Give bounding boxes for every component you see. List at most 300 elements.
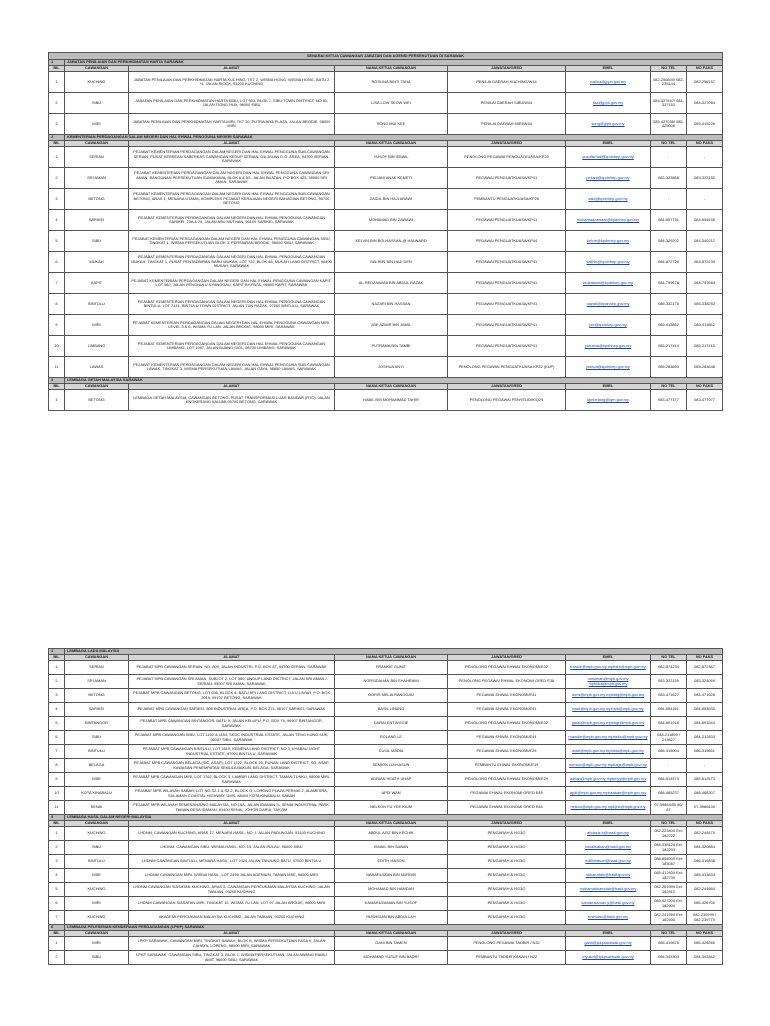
- row-number: 2: [49, 93, 65, 114]
- position-grade: PEGAWAI PENGUATKUASA/KP41: [448, 315, 566, 336]
- branch-name: SARIKEI: [65, 703, 129, 717]
- head-name: JOE AZMIR BIN JAMIL: [335, 315, 448, 336]
- table-row: [49, 210, 723, 231]
- table-row: [49, 869, 723, 883]
- branch-address: PEJABAT KEMENTERIAN PERDAGANGAN DALAM NEGERI DAN HAL EHWAL PENGGUNA CAWANGAN LIMBANG, LOT 1987, JALAN BUANG SIOL, 98700 LIMBANG, SARAWAK: [129, 336, 335, 357]
- phone-number: 083-322159: [651, 675, 687, 689]
- row-number: 8: [49, 759, 65, 773]
- email-link[interactable]: yusofismail@kpdnhep.gov.my: [566, 147, 651, 168]
- table-row: [49, 315, 723, 336]
- head-name: SEMION LIAH ASUN: [335, 759, 448, 773]
- branch-address: PEJABAT KEMENTERIAN PERDAGANGAN DALAM NEGERI DAN HAL EHWAL PENGGUNA SUB-CAWANGAN SERIAN, PUSAT KEBREAN SABERKAS CAWANGAN KEDUP SERIAN, 0/A JALAN D.O. AREA, 94700 SERIAN, SARAWAK: [129, 147, 335, 168]
- table-row: [49, 661, 723, 675]
- phone-number: -: [651, 147, 687, 168]
- table-row: [49, 787, 723, 801]
- position-grade: PEGAWAI EHWAL EKONOMI/E29: [448, 745, 566, 759]
- branch-name: MIRI: [65, 869, 129, 883]
- fax-number: 082-244660: [687, 883, 723, 897]
- branch-name: SERIAN: [65, 661, 129, 675]
- branch-name: MUKAH: [65, 252, 129, 273]
- head-name: HABIL BIN MOHAMMAD TAHIR: [335, 390, 448, 411]
- row-number: 10: [49, 336, 65, 357]
- email-link[interactable]: mohamadhamdah@hasil.gov.my: [566, 883, 651, 897]
- column-header-cawangan: CAWANGAN: [65, 141, 129, 147]
- email-link[interactable]: norsiman@mpb.gov.my mpbbka@mpb.gov.my: [566, 675, 651, 689]
- branch-name: KUCHING: [65, 911, 129, 925]
- branch-name: BINTULU: [65, 745, 129, 759]
- head-name: SALIHIN BIN HAJI DEN: [335, 252, 448, 273]
- branch-name: LIMBANG: [65, 336, 129, 357]
- email-link[interactable]: nazari@kpdnhep.gov.my: [566, 294, 651, 315]
- email-link[interactable]: putrama@kpdnhep.gov.my: [566, 336, 651, 357]
- head-name: LISA LOW SEOW WEI: [335, 93, 448, 114]
- email-link[interactable]: semion@mpb.gov.my mpbage@mpb.gov.my: [566, 759, 651, 773]
- branch-address: AKADEMI PERCUKAIAN MALAYSIA KUCHING, JALAN TABUAN, 93200 KUCHING: [129, 911, 335, 925]
- email-link[interactable]: song@jpph.gov.my: [566, 114, 651, 135]
- head-name: NELSON FU YEE KIUM: [335, 801, 448, 815]
- position-grade: PENOLONG PEGAWAI EHWAL EKONOMI/E32: [448, 661, 566, 675]
- position-grade: PEGAWAI PENGUATKUASA/KP41: [448, 210, 566, 231]
- row-number: 10: [49, 787, 65, 801]
- section-name: LEMBAGA HASIL DALAM NEGERI MALAYSIA: [65, 815, 723, 821]
- email-link[interactable]: lisa@jpph.gov.my: [566, 93, 651, 114]
- branch-address: JABATAN PENILAIAN DAN PERKHIDMATAN HARTA MIRI, TKT 10, PUTRAJAYA PLAZA, JALAN BRODIE, 98000 MIRI: [129, 114, 335, 135]
- table-row: [49, 675, 723, 689]
- row-number: 3: [49, 689, 65, 703]
- table-row: [49, 883, 723, 897]
- position-grade: PENOLONG PEGAWAI TADBIR / N32: [448, 937, 566, 951]
- email-link[interactable]: salihin@kpdnhep.gov.my: [566, 252, 651, 273]
- fax-number: 082-256157: [687, 72, 723, 93]
- column-header-emel: EMEL: [566, 66, 651, 72]
- branch-name: SIBU: [65, 93, 129, 114]
- email-link[interactable]: roslina@jpph.gov.my: [566, 72, 651, 93]
- branch-address: LHDNM CAWANGAN SIASATAN MIRI, TINGKAT 12, WISMA YU LAN, LOT 97 JALAN BRODIE, 98000 MIRI: [129, 897, 335, 911]
- phone-number: 084-691918: [651, 717, 687, 731]
- branch-name: MIRI: [65, 937, 129, 951]
- branch-name: LAWAS: [65, 357, 129, 378]
- fax-number: 084-872239: [687, 252, 723, 273]
- phone-number: 084-211859 / 213827: [651, 731, 687, 745]
- position-grade: PENGARAH & HG3/2: [448, 897, 566, 911]
- position-grade: PEGAWAI EHWAL EKONOMI GRED E48: [448, 787, 566, 801]
- fax-number: 084-654455: [687, 210, 723, 231]
- fax-number: 084-327064: [687, 93, 723, 114]
- position-grade: PEGAWAI PENGUATKUASA/KP41: [448, 252, 566, 273]
- branch-address: PEJABAT MPB CAWANGAN BETONG, LOT 635, BLOCK 4, BATU API LAND DISTRICT, LULU LAYAR, P.O. BOX 2019, 95707 BETONG, SARAWAK: [129, 689, 335, 703]
- document-title: SENARAI KETUA CAWANGAN JABATAN DAN AGENSI PERSEKUTUAN DI SARAWAK: [49, 53, 723, 60]
- row-number: 7: [49, 745, 65, 759]
- table-row: [49, 231, 723, 252]
- table-row: [49, 911, 723, 925]
- email-link[interactable]: ganit@lpkpsarawak.gov.my: [566, 937, 651, 951]
- row-number: 3: [49, 114, 65, 135]
- email-link[interactable]: kamaruzaman.y@hasil.gov.my: [566, 897, 651, 911]
- phone-number: 085-413862: [651, 315, 687, 336]
- column-header-bil: BIL: [49, 821, 65, 827]
- branch-address: PEJABAT MPB WILAYAH SABAH, LOT NO.S2-1 & S2-2, BLOCK G, LORONG PLAZA PERMAI 2, ALAMESRA, SULAMAN COASTAL HIGHWAY, UMS, 88400 KOTA KINABALU, SABAH: [129, 787, 335, 801]
- row-number: 1: [49, 661, 65, 675]
- row-number: 1: [49, 72, 65, 93]
- fax-number: 085-612573: [687, 773, 723, 787]
- phone-number: -: [651, 759, 687, 773]
- head-name: DORIS MELIA RANGGAU: [335, 689, 448, 703]
- row-number: 9: [49, 315, 65, 336]
- column-header-tel: NO TEL: [651, 821, 687, 827]
- email-link[interactable]: peliani@kpdnhep.gov.my: [566, 168, 651, 189]
- branch-address: PEJABAT KEMENTERIAN PERDAGANGAN DALAM NEGERI DAN HAL EHWAL PENGGUNA CAWANGAN MIRI, LEVEL 5 & 6, WISMA YU LAN, JALAN BRODIE, 98000 MIRI, SARAWAK: [129, 315, 335, 336]
- table-row: [49, 273, 723, 294]
- fax-number: 083-477077: [687, 390, 723, 411]
- row-number: 6: [49, 252, 65, 273]
- phone-number: 084-343303: [651, 951, 687, 965]
- phone-number: 084-799678: [651, 273, 687, 294]
- phone-number: 084-657751: [651, 210, 687, 231]
- email-link[interactable]: rolandle@mpb.gov.my mpbsibu@mpb.gov.my: [566, 731, 651, 745]
- branch-name: BETONG: [65, 689, 129, 703]
- table-row: [49, 731, 723, 745]
- branch-address: PEJABAT KEMENTERIAN PERDAGANGAN DALAM NEGERI DAN HAL EHWAL PENGGUNA SUB-CAWANGAN BETONG, ARAS 1, MENARA UTAMA, KOMPLEKS PEJABAT KERAJAAN NEGERI BAHAGIAN BETONG, 95700 BETONG: [129, 189, 335, 210]
- head-name: AL-REDZAWANI BIN ABDUL RAZAK: [335, 273, 448, 294]
- row-number: 8: [49, 294, 65, 315]
- branch-address: PEJABAT MPB CAWANGAN SRI AMAN, SUBLOT 2, LOT 580, UNDUP LAND DISTRICT, JALAN SRI AMAN / SERIAN, 95007 SRI AMAN, SARAWAK: [129, 675, 335, 689]
- email-link[interactable]: mohamadzawawi@kpdnhep.gov.my: [566, 210, 651, 231]
- position-grade: PEGAWAI EHWAL EKONOMI/E44: [448, 731, 566, 745]
- fax-number: 085-283648: [687, 357, 723, 378]
- branch-address: PEJABAT MPB WILAYAH SEMENANJUNG MALAYSIA, NO.16A, JALAN IDAMAN ¾, SENAI INDUSTRIAL PARK, TAMAN DESA IDAMAN, 81400 SENAI, JOHOR DARUL TAKZIM: [129, 801, 335, 815]
- fax-number: 083-471628: [687, 689, 723, 703]
- fax-number: 082-872387: [687, 661, 723, 675]
- row-number: 4: [49, 210, 65, 231]
- position-grade: PEGAWAI PENGUATKUASA/KP41: [448, 273, 566, 294]
- head-name: ABDUL AZIZ BIN KECHIK: [335, 827, 448, 841]
- column-header-nama: NAMA KETUA CAWANGAN: [335, 931, 448, 937]
- table-row: [49, 114, 723, 135]
- head-name: NAHARUDDIN BIN NURDIN: [335, 869, 448, 883]
- position-grade: PEMBANTU TADBIR KANAN / N22: [448, 951, 566, 965]
- head-name: MOHAMAD YUSUF BIN BADRI: [335, 951, 448, 965]
- head-name: ZAIDIL BIN HAJI ARAWI: [335, 189, 448, 210]
- column-header-emel: EMEL: [566, 655, 651, 661]
- section-name: JABATAN PENILAIAN DAN PERKHIDMATAN HARTA SARAWAK: [65, 60, 723, 66]
- fax-number: 085-413834: [687, 869, 723, 883]
- column-header-emel: EMEL: [566, 931, 651, 937]
- email-link[interactable]: joe@kpdnhep.gov.my: [566, 315, 651, 336]
- fax-number: 084-342842: [687, 951, 723, 965]
- fax-number: 084-797664: [687, 273, 723, 294]
- branch-address: JABATAN PENILAIAN DAN PERKHIDMATAN HARTA SIBU, LOT 903, BLOK 7, SIBU TOWN DISTRICT, NO.60, JALAN TIONG HUA, 96000 SIBU: [129, 93, 335, 114]
- row-number: 1: [49, 390, 65, 411]
- branch-name: BETONG: [65, 189, 129, 210]
- email-link[interactable]: nelson@mpb.gov.my mpbjhb@mpb.gov.my: [566, 801, 651, 815]
- fax-number: 084-340212: [687, 231, 723, 252]
- fax-number: 084-320884: [687, 841, 723, 855]
- fax-number: 085-415226: [687, 114, 723, 135]
- branch-name: BELAGA: [65, 759, 129, 773]
- fax-number: 085-217415: [687, 336, 723, 357]
- column-header-emel: EMEL: [566, 384, 651, 390]
- column-header-alamat: ALAMAT: [129, 655, 335, 661]
- table-row: [49, 189, 723, 210]
- row-number: 3: [49, 189, 65, 210]
- row-number: 3: [49, 855, 65, 869]
- phone-number: 083-477177: [651, 390, 687, 411]
- phone-number: 083-322866: [651, 168, 687, 189]
- table-row: [49, 93, 723, 114]
- email-link[interactable]: apdi@mpb.gov.my mpbsabah@mpb.gov.my: [566, 787, 651, 801]
- table-row: [49, 252, 723, 273]
- phone-number: 082-241999 Ext: 182500: [651, 911, 687, 925]
- position-grade: PEGAWAI EHWAL EKONOMI/E41: [448, 703, 566, 717]
- branch-address: LHDNM CAWANGAN MIRI, WISMA HASIL, LOT 2496 JALAN ADENIUM, TAMAN MSE, 98000 MIRI: [129, 869, 335, 883]
- position-grade: PENOLONG PEGAWAI PENYELIDIK/Q29: [448, 390, 566, 411]
- table-row: [49, 841, 723, 855]
- table-row: [49, 897, 723, 911]
- branch-address: LHDNM CAWANGAN SIASATAN KUCHING, ARAS 5, CAWANGAN PERCUKAIAN MALAYSIA KUCHING, JALAN TABUAN, 93200 KUCHING: [129, 883, 335, 897]
- head-name: NORSIDAHAN BIN SHAHRAIM: [335, 675, 448, 689]
- phone-number: 085-427200 Ext: 182900: [651, 897, 687, 911]
- section-number: 3: [49, 378, 65, 384]
- column-header-alamat: ALAMAT: [129, 821, 335, 827]
- email-link[interactable]: joshua@kpdnhep.gov.my: [566, 357, 651, 378]
- branch-address: PEJABAT MPB CAWANGAN BINTULU, LOT 3510, KEMENA LAND DISTRICT, NO.3, NYABAU LIGHT INDUSTRIAL ESTATE, 97000 BINTULU, SARAWAK: [129, 745, 335, 759]
- phone-number: 085-614573: [651, 773, 687, 787]
- column-header-nama: NAMA KETUA CAWANGAN: [335, 384, 448, 390]
- head-name: MOHAMAD BIN HAMDAH: [335, 883, 448, 897]
- branch-address: PEJABAT KEMENTERIAN PERDAGANGAN DALAM NEGERI DAN HAL EHWAL PENGGUNA SUB-CAWANGAN LAWAS, TINGKAT 3, WISMA PERSEKUTUAN LAWAS, JALAN GAYA, 98850 LAWAS, SARAWAK: [129, 357, 335, 378]
- fax-number: 084-691544: [687, 717, 723, 731]
- branch-name: BINTANGOR: [65, 717, 129, 731]
- position-grade: PENGARAH & HG3/2: [448, 855, 566, 869]
- table-row: [49, 827, 723, 841]
- position-grade: PENOLONG PEGAWAI EHWAL EKONOMI/E29: [448, 773, 566, 787]
- branch-address: PEJABAT KEMENTERIAN PERDAGANGAN DALAM NEGERI DAN HAL EHWAL PENGGUNA CAWANGAN SIBU, TINGKAT 1, WISMA PERSEKUTUAN BLOK 3, PERSIARAN BRODIE, 96000 SIBU, SARAWAK: [129, 231, 335, 252]
- phone-number: 084-329202: [651, 231, 687, 252]
- position-grade: PENGARAH & HG3/2: [448, 911, 566, 925]
- branch-name: SENAI: [65, 801, 129, 815]
- position-grade: PEGAWAI EHWAL EKONOMI/E41: [448, 689, 566, 703]
- email-link[interactable]: redzawani@kpdnhep.gov.my: [566, 273, 651, 294]
- position-grade: PENOLONG PEGAWAI EHWAL EKONOMI/E32: [448, 717, 566, 731]
- phone-number: 085-283650: [651, 357, 687, 378]
- fax-number: 085-426700: [687, 897, 723, 911]
- row-number: 1: [49, 147, 65, 168]
- head-name: JOSHUA ANYI: [335, 357, 448, 378]
- branch-address: PEJABAT KEMENTERIAN PERDAGANGAN DALAM NEGERI DAN HAL EHWAL PENGGUNA CAWANGAN SRI AMAN, BANGUNAN PERSEKUTUAN SUMAKAWA, BLOK 6 & 5S, JALAN BUATAN, P.O BOX 425, 95000 SRI AMAN, SARAWAK: [129, 168, 335, 189]
- fax-number: 085-426285: [687, 937, 723, 951]
- table-row: [49, 773, 723, 787]
- directory-table-page-1: [48, 52, 723, 411]
- branch-name: SRI AMAN: [65, 675, 129, 689]
- fax-number: 082-230999 / 082-239770: [687, 911, 723, 925]
- fax-number: 084-212833: [687, 731, 723, 745]
- email-link[interactable]: garai@mpb.gov.my mpbbgr@mpb.gov.my: [566, 717, 651, 731]
- position-grade: PEMBANTU EHWAL EKONOMI/E19: [448, 759, 566, 773]
- email-link[interactable]: ismailsaban@hasil.gov.my: [566, 841, 651, 855]
- column-header-cawangan: CAWANGAN: [65, 931, 129, 937]
- branch-address: JABATAN PENILAIAN DAN PERKHIDMATAN HARTA KUCHING, TKT 2, WISMA HONG, WISMA HONG, BATU 2 ½, JALAN RIOCK, 93200 KUCHING: [129, 72, 335, 93]
- phone-number: -: [651, 189, 687, 210]
- row-number: 2: [49, 841, 65, 855]
- directory-table-page-2: [48, 648, 723, 965]
- table-row: [49, 717, 723, 731]
- branch-address: LHDNM, CAWANGAN KUCHING, ARAS 17, MENARA HASIL, NO. 1 JALAN PADUNGAN, 93100 KUCHING: [129, 827, 335, 841]
- column-header-bil: BIL: [49, 66, 65, 72]
- phone-number: 085-412400 Ext: 182730: [651, 869, 687, 883]
- email-link[interactable]: lgmbetong@lgm.gov.my: [566, 390, 651, 411]
- head-name: ADRIAN HEATH UHAP: [335, 773, 448, 787]
- column-header-faks: NO FAKS: [687, 821, 723, 827]
- row-number: 6: [49, 731, 65, 745]
- table-row: [49, 390, 723, 411]
- head-name: DUSIL MADIA: [335, 745, 448, 759]
- fax-number: 088-485207: [687, 787, 723, 801]
- column-header-bil: BIL: [49, 141, 65, 147]
- branch-address: LEMBAGA GETAH MALAYSIA, CAWANGAN BETONG, PUSAT TRANSFORMASI LUAR BANDAR (RTC), JALAN ENGKERANG KALUMI,95700 BETONG, SARAWAK: [129, 390, 335, 411]
- fax-number: -: [687, 189, 723, 210]
- phone-number: 07-5986445/ 86/ 87: [651, 801, 687, 815]
- branch-name: BINTULU: [65, 294, 129, 315]
- table-row: [49, 951, 723, 965]
- head-name: NAZARI BIN HASSAN: [335, 294, 448, 315]
- email-link[interactable]: dusil@mpb.gov.my mpbbtu@mpb.gov.my: [566, 745, 651, 759]
- phone-number: 084-338120 Ext: 182233: [651, 841, 687, 855]
- row-number: 2: [49, 675, 65, 689]
- branch-name: SIBU: [65, 231, 129, 252]
- column-header-faks: NO FAKS: [687, 931, 723, 937]
- head-name: YUSOF BIN ISMAIL: [335, 147, 448, 168]
- section-name: LEMBAGA GETAH MALAYSIA SARAWAK: [65, 378, 723, 384]
- branch-name: KUCHING: [65, 883, 129, 897]
- head-name: GARAI ENTINGGIE: [335, 717, 448, 731]
- position-grade: PENOLONG PEGAWAI PENGUATKUASA/KP29: [448, 147, 566, 168]
- phone-number: 082-261999 Ext: 182910: [651, 883, 687, 897]
- row-number: 2: [49, 951, 65, 965]
- fax-number: -: [687, 147, 723, 168]
- row-number: 1: [49, 827, 65, 841]
- branch-address: PEJABAT MPB CAWANGAN SIBU, LOT 1152 & 1154, SEDC INDUSTRIAL ESTATE, JALAN TENG KUNG SUK, 96007 SIBU, SARAWAK: [129, 731, 335, 745]
- fax-number: 084-653530: [687, 703, 723, 717]
- head-name: ISMAIL BIN SABAN: [335, 841, 448, 855]
- branch-address: PEJABAT MPB CAWANGAN MIRI, LOT 1762, BLOCK 5, LAMBIR LAND DISTRICT, TAMAN TUNKU, 98008 MIRI, SARAWAK: [129, 773, 335, 787]
- column-header-cawangan: CAWANGAN: [65, 384, 129, 390]
- phone-number: 082-255800/ 082-235144: [651, 72, 687, 93]
- head-name: MOHAMAD BIN ZAWAWI: [335, 210, 448, 231]
- phone-number: 084-654161: [651, 703, 687, 717]
- fax-number: 086-316838: [687, 855, 723, 869]
- position-grade: PENOLONG PEGAWAI PENGUATKUASA KP32 (KUP): [448, 357, 566, 378]
- branch-name: MIRI: [65, 897, 129, 911]
- head-name: APDI WAN: [335, 787, 448, 801]
- table-row: [49, 703, 723, 717]
- row-number: 7: [49, 273, 65, 294]
- email-link[interactable]: myusof@lpkpsarawak.gov.my: [566, 951, 651, 965]
- email-link[interactable]: adrian@mpb.gov.my mpbmyy@mpb.gov.my: [566, 773, 651, 787]
- table-row: [49, 759, 723, 773]
- column-header-emel: EMEL: [566, 141, 651, 147]
- branch-name: SRI AMAN: [65, 168, 129, 189]
- email-link[interactable]: doris@mpb.gov.my mpbbtg@mpb.gov.my: [566, 689, 651, 703]
- column-header-faks: NO FAKS: [687, 655, 723, 661]
- row-number: 2: [49, 168, 65, 189]
- column-header-tel: NO TEL: [651, 66, 687, 72]
- head-name: PUTRAMA BIN TAMBI: [335, 336, 448, 357]
- email-link[interactable]: kelvin@kpdnhep.gov.my: [566, 231, 651, 252]
- phone-number: 088-485237: [651, 787, 687, 801]
- column-header-nama: NAMA KETUA CAWANGAN: [335, 655, 448, 661]
- head-name: RUSHIDAN BIN ABDULLAH: [335, 911, 448, 925]
- email-link[interactable]: edithmason@hasil.gov.my: [566, 855, 651, 869]
- section-name: LEMBAGA PELESENAN KENDERAAN PERDAGANGAN (LPKP) SARAWAK: [65, 925, 723, 931]
- phone-number: 085-217414: [651, 336, 687, 357]
- section-number: 2: [49, 135, 65, 141]
- email-link[interactable]: rushidan@hasil.gov.my: [566, 911, 651, 925]
- section-number: 1: [49, 60, 65, 66]
- position-grade: PENGARAH & HG3/2: [448, 883, 566, 897]
- head-name: EDITH MASON: [335, 855, 448, 869]
- column-header-jawatan: JAWATAN/GRED: [448, 821, 566, 827]
- table-row: [49, 801, 723, 815]
- column-header-jawatan: JAWATAN/GRED: [448, 66, 566, 72]
- branch-address: LPKP SARAWAK, CAWANGAN MIRI, TINGKAT BAWAH, BLOK B, WISMA PERSEKUTUAN FASA II, JALAN CAHAYA, LOPENG, 98000 MIRI, SARAWAK: [129, 937, 335, 951]
- head-name: KELVIN BIN BOLHASSAN @ HALWARD: [335, 231, 448, 252]
- branch-address: PEJABAT MPB CAWANGAN BELAGA (SIC, ASAP), LOT 1122, BLOCK 26, PUNAN LAND DISTRICT, SG. ASAP, KAWASAN PENEMPATAN SEMULA BAKUN, BELAGA, SARAWAK: [129, 759, 335, 773]
- table-row: [49, 937, 723, 951]
- branch-name: BETONG: [65, 390, 129, 411]
- fax-number: 086-315651: [687, 745, 723, 759]
- column-header-cawangan: CAWANGAN: [65, 66, 129, 72]
- row-number: 5: [49, 717, 65, 731]
- position-grade: PENILAI DAERAH SIBU/W44: [448, 93, 566, 114]
- branch-name: SERIAN: [65, 147, 129, 168]
- column-header-faks: NO FAKS: [687, 384, 723, 390]
- phone-number: 086-332176: [651, 294, 687, 315]
- section-number: 5: [49, 815, 65, 821]
- table-row: [49, 336, 723, 357]
- branch-address: PEJABAT MPB CAWANGAN SARIKEI, 805 INDUSTRIAL AREA, P.O. BOX 274, 96107 SARIKEI, SARAWAK: [129, 703, 335, 717]
- position-grade: PEGAWAI PENGUATKUASA/KP44: [448, 231, 566, 252]
- position-grade: PENOLONG PEGAWAI EHWAL EKONOMI GRED E38: [448, 675, 566, 689]
- email-link[interactable]: basil@mpb.gov.my mpbsrk@mpb.gov.my: [566, 703, 651, 717]
- section-name: KEMENTERIAN PERDAGANGAN DALAM NEGERI DAN HAL EHWAL PENGGUNA NEGERI SARAWAK: [65, 135, 723, 141]
- email-link[interactable]: abdaziz.k@hasil.gov.my: [566, 827, 651, 841]
- head-name: PELIANI ANAK KEMETI: [335, 168, 448, 189]
- document-title-row: [49, 53, 723, 60]
- email-link[interactable]: naharuddin@hasil.gov.my: [566, 869, 651, 883]
- section-number: 4: [49, 649, 65, 655]
- column-header-cawangan: CAWANGAN: [65, 655, 129, 661]
- table-row: [49, 357, 723, 378]
- email-link[interactable]: frankie@mpb.gov.my mpbsrn@mpb.gov.my: [566, 661, 651, 675]
- phone-number: 086-315004: [651, 745, 687, 759]
- head-name: ROLAND LE: [335, 731, 448, 745]
- branch-address: PEJABAT MPB CAWANGAN SERIAN, NO. 809, JALAN INDUSTRI, P.O. BOX 87, 94700 SERIAN, SARAWAK: [129, 661, 335, 675]
- branch-name: KUCHING: [65, 72, 129, 93]
- head-name: GANI BIN TAMEN: [335, 937, 448, 951]
- branch-address: PEJABAT KEMENTERIAN PERDAGANGAN DALAM NEGERI DAN HAL EHWAL PENGGUNA CAWANGAN BINTULU, LOT 2141, BINTULU TOWN DISTRICT, JALAN TUN RAZAK, 97000 BINTULU, SARAWAK: [129, 294, 335, 315]
- position-grade: PENGARAH & HG3/2: [448, 841, 566, 855]
- branch-name: MIRI: [65, 773, 129, 787]
- column-header-bil: BIL: [49, 655, 65, 661]
- position-grade: PENILAI DAERAH KUCHING/W44: [448, 72, 566, 93]
- column-header-emel: EMEL: [566, 821, 651, 827]
- column-header-alamat: ALAMAT: [129, 141, 335, 147]
- row-number: 4: [49, 703, 65, 717]
- row-number: 11: [49, 357, 65, 378]
- column-header-jawatan: JAWATAN/GRED: [448, 141, 566, 147]
- fax-number: 07-5986430: [687, 801, 723, 815]
- email-link[interactable]: zaid@kpdnhep.gov.my: [566, 189, 651, 210]
